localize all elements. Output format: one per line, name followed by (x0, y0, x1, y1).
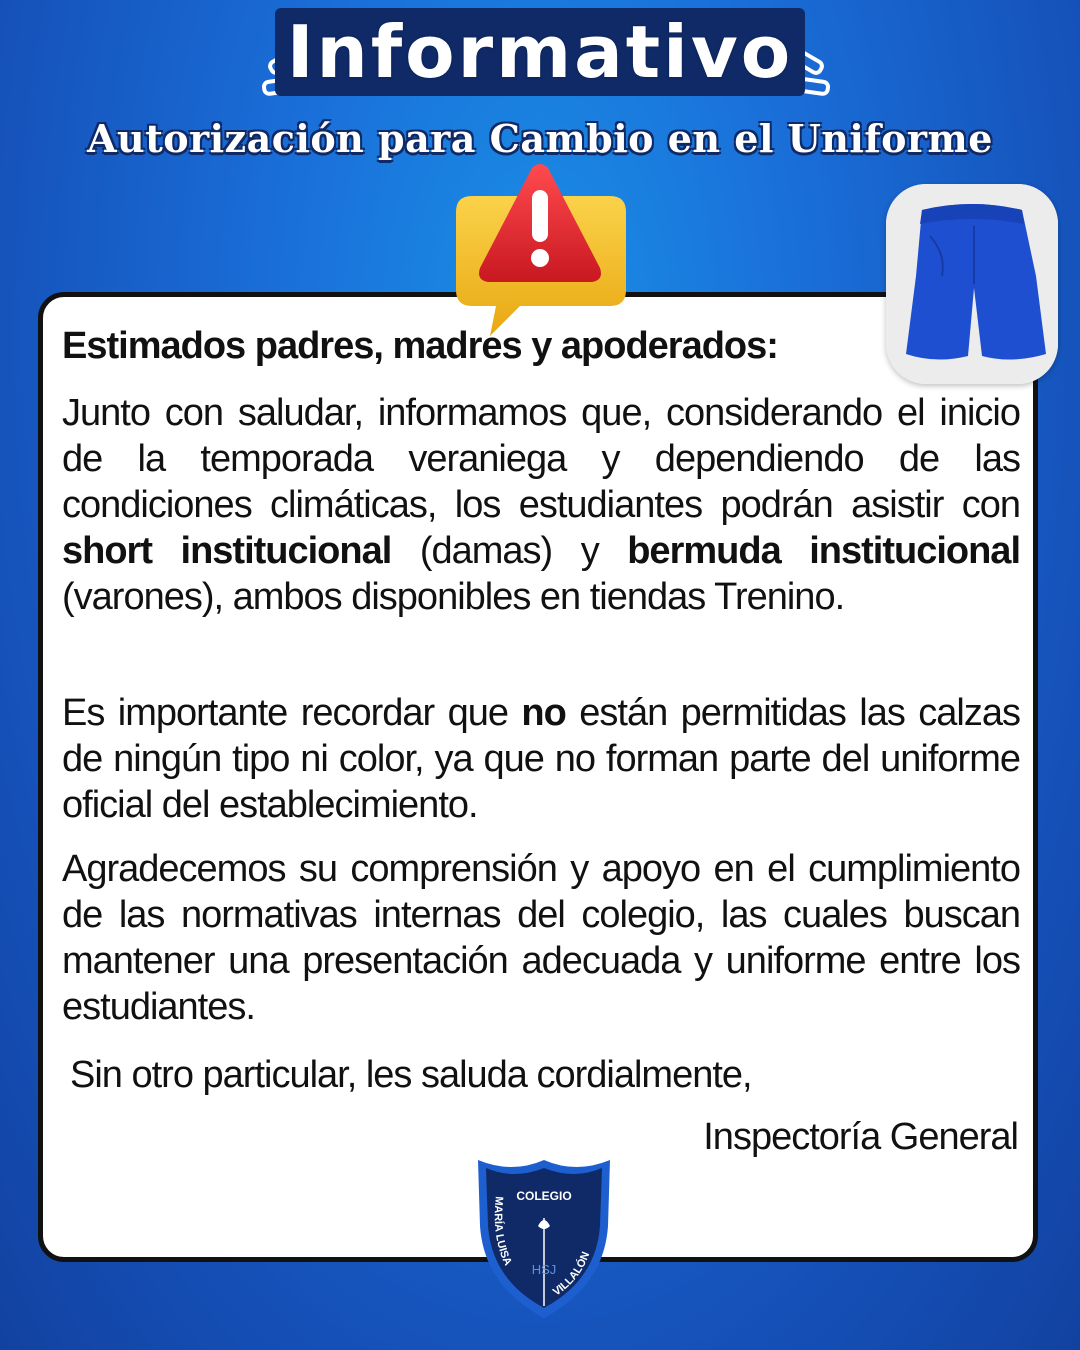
signature: Inspectoría General (703, 1116, 1018, 1158)
p1-bold-short: short institucional (62, 530, 392, 572)
p1-text-2: (damas) y (391, 530, 628, 572)
paragraph-3: Agradecemos su comprensión y apoyo en el cumplimiento de las normativas internas del colegio, las cuales buscan mantener una presentación adecuada y uniforme entre los estudiantes. (62, 848, 1020, 1028)
p1-text-3: (varones), ambos disponibles en tiendas Trenino. (62, 576, 845, 618)
title-text: Informativo (275, 8, 805, 96)
p1-bold-bermuda: bermuda institucional (627, 530, 1020, 572)
page-title (0, 8, 1080, 96)
crest-top-text: COLEGIO (516, 1189, 572, 1203)
school-crest-logo (474, 1156, 614, 1322)
p2-text-2: están permitidas las calzas de ningún tipo ni color, ya que no forman parte del uniforme oficial del establecimiento. (62, 692, 1020, 826)
p1-text-1: Junto con saludar, informamos que, considerando el inicio de la temporada veraniega y dependiendo de las condiciones climáticas, los estudiantes podrán asistir con (62, 392, 1020, 526)
warning-icon (450, 160, 632, 340)
crest-left-text: MARÍA LUISA (491, 1195, 514, 1268)
paragraph-1 (62, 390, 1020, 620)
page-subtitle: Autorización para Cambio en el Uniforme (87, 116, 993, 161)
p2-bold-no: no (521, 692, 566, 734)
crest-right-text: VILLALÓN (550, 1250, 593, 1299)
letter-greeting: Estimados padres, madres y apoderados: (62, 325, 778, 367)
paragraph-2 (62, 690, 1020, 828)
crest-monogram: HSJ (531, 1262, 557, 1277)
p2-text-1: Es importante recordar que (62, 692, 522, 734)
closing-line: Sin otro particular, les saluda cordialmente, (70, 1054, 752, 1096)
